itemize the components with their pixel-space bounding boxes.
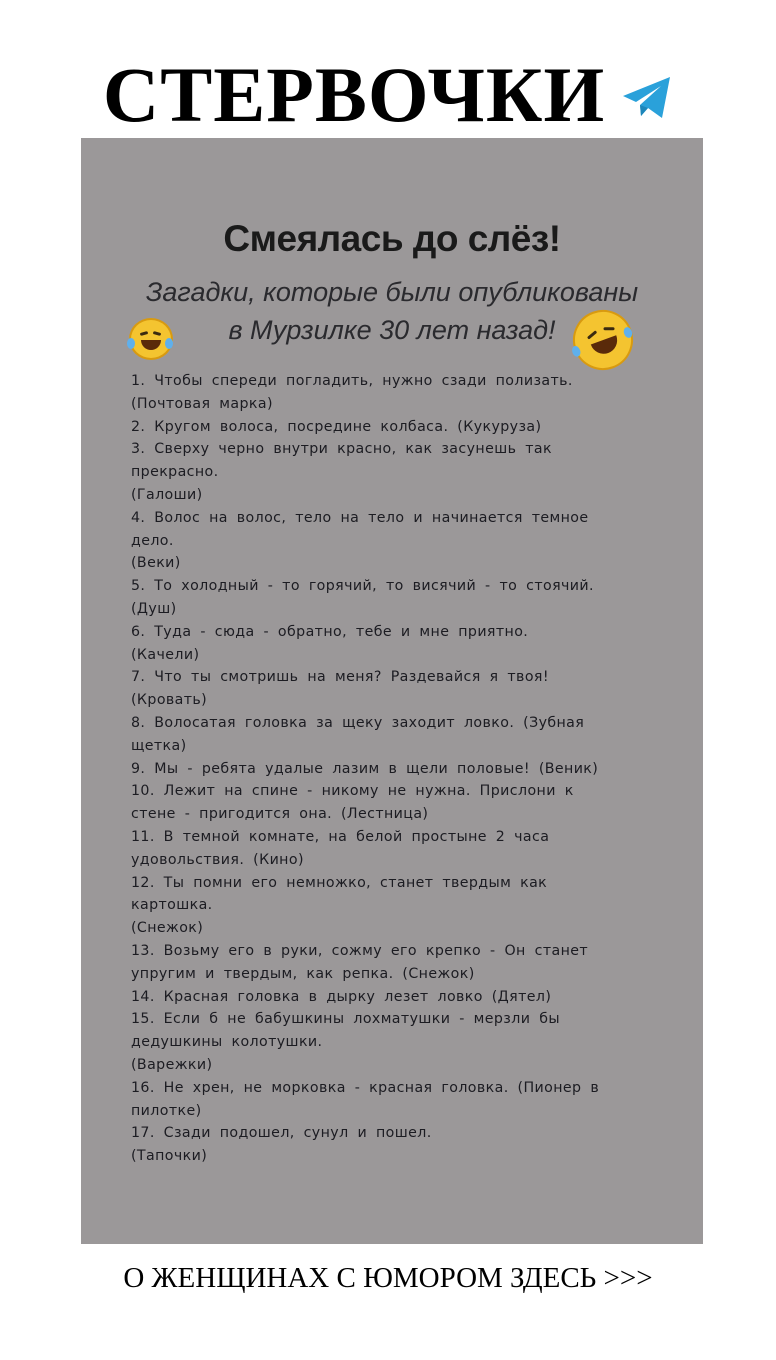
subtitle-line-2: в Мурзилке 30 лет назад!: [228, 315, 556, 345]
tears-of-joy-emoji-icon: [129, 318, 173, 360]
riddle-line: (Кровать): [131, 692, 208, 709]
riddle-line: 15. Если б не бабушкины лохматушки - мерзли бы: [131, 1011, 561, 1028]
riddle-line: щетка): [131, 737, 187, 754]
subtitle-line-1: Загадки, которые были опубликованы: [145, 277, 639, 307]
riddle-line: 3. Сверху черно внутри красно, как засунешь так: [131, 441, 552, 458]
riddle-line: дело.: [131, 532, 174, 549]
riddle-line: 5. То холодный - то горячий, то висячий - то стоячий.: [131, 578, 594, 595]
riddle-line: стене - пригодится она. (Лестница): [131, 806, 429, 823]
riddle-line: 13. Возьму его в руки, сожму его крепко - Он станет: [131, 942, 589, 959]
riddle-line: (Веки): [131, 555, 181, 572]
riddle-line: прекрасно.: [131, 464, 219, 481]
riddle-line: 11. В темной комнате, на белой простыне 2 часа: [131, 828, 550, 845]
riddles-list: [131, 370, 691, 1168]
riddle-line: (Почтовая марка): [131, 395, 273, 412]
header: [0, 52, 776, 138]
riddle-line: 12. Ты помни его немножко, станет твердым как: [131, 874, 548, 891]
riddles-card: [81, 138, 703, 1244]
riddle-line: (Качели): [131, 646, 200, 663]
riddle-line: 16. Не хрен, не морковка - красная головка. (Пионер в: [131, 1079, 600, 1096]
riddle-line: 17. Сзади подошел, сунул и пошел.: [131, 1125, 432, 1142]
riddle-line: упругим и твердым, как репка. (Снежок): [131, 965, 475, 982]
riddle-line: 2. Кругом волоса, посредине колбаса. (Кукуруза): [131, 418, 542, 435]
riddle-line: 6. Туда - сюда - обратно, тебе и мне приятно.: [131, 623, 529, 640]
riddle-line: 7. Что ты смотришь на меня? Раздевайся я твоя!: [131, 669, 549, 686]
brand-title: СТЕРВОЧКИ: [102, 51, 606, 138]
riddle-line: (Варежки): [131, 1056, 213, 1073]
riddle-line: 1. Чтобы спереди погладить, нужно сзади полизать.: [131, 373, 573, 389]
riddle-line: 14. Красная головка в дырку лезет ловко (Дятел): [131, 988, 552, 1005]
riddle-line: (Душ): [131, 600, 177, 617]
telegram-icon[interactable]: [621, 75, 673, 121]
riddle-line: пилотке): [131, 1102, 202, 1119]
riddle-line: удовольствия. (Кино): [131, 851, 304, 868]
riddle-line: 4. Волос на волос, тело на тело и начинается темное: [131, 509, 589, 526]
card-title: Смеялась до слёз!: [223, 218, 561, 259]
riddle-line: дедушкины колотушки.: [131, 1034, 323, 1051]
riddle-line: картошка.: [131, 897, 213, 914]
riddle-line: (Снежок): [131, 920, 204, 937]
footer-link[interactable]: О ЖЕНЩИНАХ С ЮМОРОМ ЗДЕСЬ >>>: [123, 1262, 653, 1294]
riddle-line: 10. Лежит на спине - никому не нужна. Прислони к: [131, 783, 574, 800]
riddle-line: (Тапочки): [131, 1148, 208, 1165]
riddle-line: (Галоши): [131, 486, 203, 503]
riddle-line: 8. Волосатая головка за щеку заходит ловко. (Зубная: [131, 714, 585, 731]
riddle-line: 9. Мы - ребята удалые лазим в щели половые! (Веник): [131, 760, 599, 777]
